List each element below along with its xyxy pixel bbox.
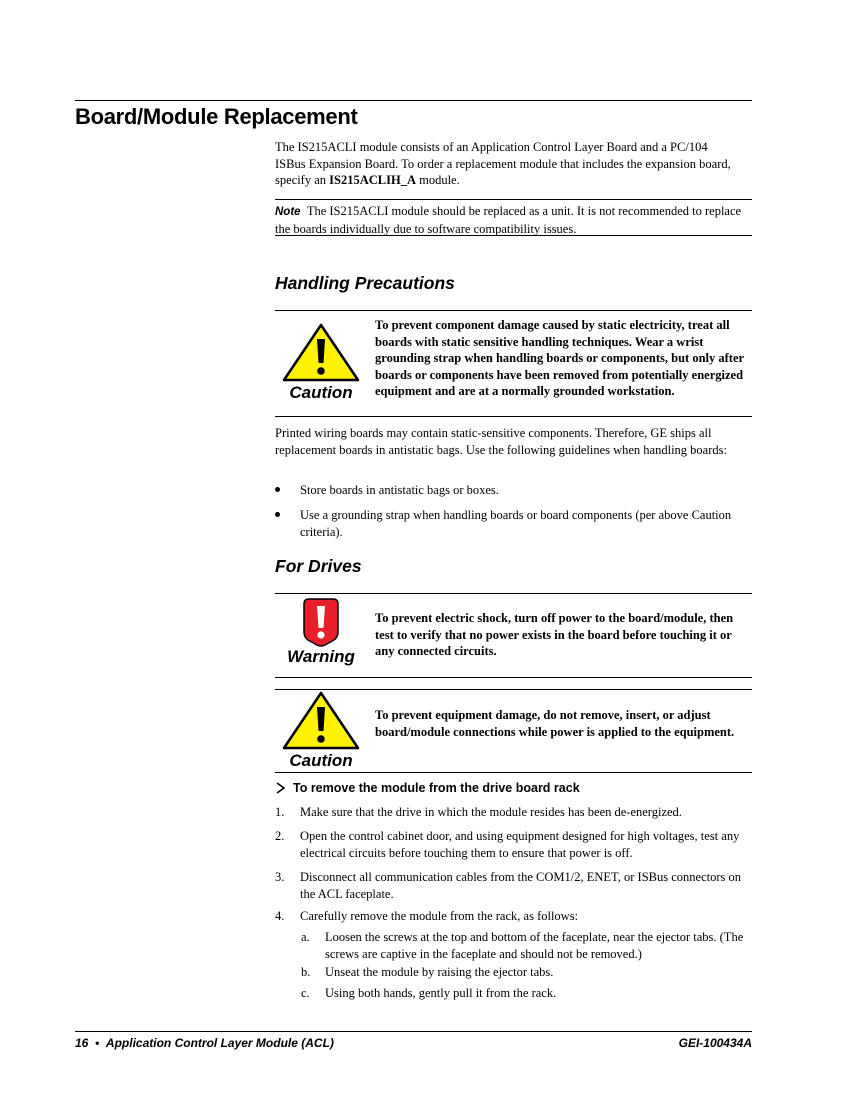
step-1-text: Make sure that the drive in which the module resides has been de-energized. <box>300 805 682 819</box>
intro-model-number: IS215ACLIH_A <box>329 173 416 187</box>
substep-b-text: Unseat the module by raising the ejector tabs. <box>325 965 554 979</box>
substep-c-letter: c. <box>301 986 310 1000</box>
handling-bullet-2: Use a grounding strap when handling boards or board components (per above Caution criteria). <box>300 508 732 539</box>
substep-c-text: Using both hands, gently pull it from the rack. <box>325 986 557 1000</box>
footer-separator: • <box>95 1036 100 1050</box>
substep-a-letter: a. <box>301 930 310 944</box>
caution1-icon-group <box>276 322 366 404</box>
step-4-number: 4. <box>275 909 285 923</box>
note-top-rule <box>275 199 752 200</box>
warning-label: Warning <box>287 647 355 666</box>
step-3-text: Disconnect all communication cables from the COM1/2, ENET, or ISBus connectors on the ACL faceplate. <box>300 870 741 901</box>
caution2-icon-group <box>276 690 366 772</box>
caution1-label: Caution <box>289 383 353 402</box>
footer-doc-title: Application Control Layer Module (ACL) <box>105 1036 334 1050</box>
caution1-top-rule <box>275 310 752 311</box>
bullet-dot-1 <box>275 487 280 492</box>
caution1-text: To prevent component damage caused by static electricity, treat all boards with static sensitive handling techniques. Wear a wrist grounding strap when handling boards or components, but only after boards or components have been removed from potentially energized equipment and are at a normally grounded workstation. <box>375 318 744 398</box>
note-label: Note <box>275 206 301 218</box>
caution-triangle-icon <box>276 690 366 752</box>
substep-a-text: Loosen the screws at the top and bottom of the faceplate, near the ejector tabs. (The screws are captive in the faceplate and should not be removed.) <box>325 930 744 961</box>
drives-heading: For Drives <box>275 556 362 576</box>
footer-doc-id: GEI-100434A <box>678 1036 752 1050</box>
intro-text-after: module. <box>415 173 460 187</box>
warning-sign-icon <box>276 597 366 647</box>
footer-left <box>75 1036 334 1050</box>
warning-text: To prevent electric shock, turn off power to the board/module, then test to verify that no power exists in the board before touching it or any connected circuits. <box>375 611 734 658</box>
footer-page-number: 16 <box>75 1036 89 1050</box>
warning-top-rule <box>275 593 752 594</box>
note-text: The IS215ACLI module should be replaced as a unit. It is not recommended to replace the boards individually due to software compatibility issues. <box>275 204 742 236</box>
caution2-label: Caution <box>289 751 353 770</box>
caution2-text: To prevent equipment damage, do not remove, insert, or adjust board/module connections while power is applied to the equipment. <box>375 708 735 739</box>
handling-bullet-1: Store boards in antistatic bags or boxes. <box>300 483 499 497</box>
bullet-dot-2 <box>275 512 280 517</box>
handling-paragraph: Printed wiring boards may contain static-sensitive components. Therefore, GE ships all replacement boards in antistatic bags. Use the following guidelines when handling boards: <box>275 426 727 457</box>
note-bottom-rule <box>275 235 752 236</box>
header-rule <box>75 100 752 101</box>
footer-rule <box>75 1031 752 1032</box>
caution2-bottom-rule <box>275 772 752 773</box>
handling-heading: Handling Precautions <box>275 273 455 293</box>
step-3-number: 3. <box>275 870 285 884</box>
caution1-bottom-rule <box>275 416 752 417</box>
arrow-bullet-icon <box>276 782 286 794</box>
procedure-heading: To remove the module from the drive board rack <box>293 781 580 795</box>
intro-text-before: The IS215ACLI module consists of an Application Control Layer Board and a PC/104 ISBus Expansion Board. To order a replacement module that includes the expansion board, specify an <box>275 140 731 187</box>
warning-bottom-rule <box>275 677 752 678</box>
step-2-number: 2. <box>275 829 285 843</box>
step-1-number: 1. <box>275 805 285 819</box>
substep-b-letter: b. <box>301 965 311 979</box>
caution-triangle-icon <box>276 322 366 384</box>
intro-paragraph <box>275 139 740 189</box>
step-4-text: Carefully remove the module from the rack, as follows: <box>300 909 579 923</box>
section-title: Board/Module Replacement <box>75 104 358 129</box>
step-2-text: Open the control cabinet door, and using equipment designed for high voltages, test any electrical circuits before touching them to ensure that power is off. <box>300 829 740 860</box>
warning-icon-group <box>276 597 366 671</box>
note-block <box>275 203 745 237</box>
